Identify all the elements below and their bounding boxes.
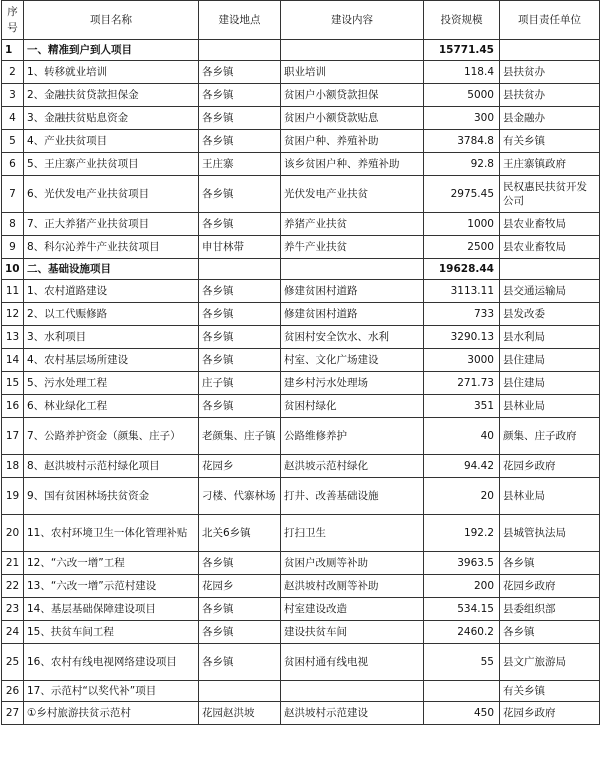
cell-unit: 县农业畜牧局 — [500, 236, 600, 259]
cell-content: 赵洪坡示范村绿化 — [281, 455, 424, 478]
cell-location — [199, 681, 281, 702]
cell-seq: 5 — [2, 130, 24, 153]
cell-unit: 县农业畜牧局 — [500, 213, 600, 236]
cell-content: 建设扶贫车间 — [281, 621, 424, 644]
cell-content: 养牛产业扶贫 — [281, 236, 424, 259]
cell-name: ①乡村旅游扶贫示范村 — [24, 702, 199, 725]
cell-name: 14、基层基础保障建设项目 — [24, 598, 199, 621]
section-row — [2, 259, 600, 280]
cell-seq: 25 — [2, 644, 24, 681]
cell-content: 养猪产业扶贫 — [281, 213, 424, 236]
cell-scale: 192.2 — [424, 515, 500, 552]
table-header-row — [2, 1, 600, 40]
cell-unit: 县住建局 — [500, 349, 600, 372]
cell-name: 5、王庄寨产业扶贫项目 — [24, 153, 199, 176]
cell-location: 各乡镇 — [199, 213, 281, 236]
cell-scale: 3113.11 — [424, 280, 500, 303]
cell-scale: 5000 — [424, 84, 500, 107]
cell-location: 王庄寨 — [199, 153, 281, 176]
table-row — [2, 372, 600, 395]
cell-location: 各乡镇 — [199, 280, 281, 303]
cell-name: 9、国有贫困林场扶贫资金 — [24, 478, 199, 515]
cell-content: 建乡村污水处理场 — [281, 372, 424, 395]
cell-location — [199, 40, 281, 61]
project-table — [1, 0, 600, 725]
cell-content — [281, 681, 424, 702]
cell-location: 花园乡 — [199, 575, 281, 598]
cell-content: 贫困村绿化 — [281, 395, 424, 418]
cell-unit: 颜集、庄子政府 — [500, 418, 600, 455]
cell-name: 12、“六改一增”工程 — [24, 552, 199, 575]
cell-content: 职业培训 — [281, 61, 424, 84]
cell-seq: 16 — [2, 395, 24, 418]
cell-seq: 18 — [2, 455, 24, 478]
cell-content: 贫困户小额贷款担保 — [281, 84, 424, 107]
cell-content: 贫困户小额贷款贴息 — [281, 107, 424, 130]
cell-scale: 534.15 — [424, 598, 500, 621]
table-row — [2, 84, 600, 107]
cell-name: 6、光伏发电产业扶贫项目 — [24, 176, 199, 213]
cell-location: 各乡镇 — [199, 349, 281, 372]
cell-seq: 17 — [2, 418, 24, 455]
cell-seq: 15 — [2, 372, 24, 395]
cell-scale: 40 — [424, 418, 500, 455]
header-seq: 序号 — [2, 1, 24, 40]
cell-location: 各乡镇 — [199, 621, 281, 644]
cell-content: 贫困户种、养殖补助 — [281, 130, 424, 153]
cell-unit — [500, 40, 600, 61]
cell-scale: 450 — [424, 702, 500, 725]
cell-unit: 有关乡镇 — [500, 130, 600, 153]
cell-name: 3、金融扶贫贴息资金 — [24, 107, 199, 130]
cell-scale: 20 — [424, 478, 500, 515]
table-body — [2, 40, 600, 725]
table-row — [2, 681, 600, 702]
cell-name: 2、金融扶贫贷款担保金 — [24, 84, 199, 107]
cell-name: 13、“六改一增”示范村建设 — [24, 575, 199, 598]
cell-content: 打井、改善基础设施 — [281, 478, 424, 515]
cell-scale: 733 — [424, 303, 500, 326]
cell-scale: 94.42 — [424, 455, 500, 478]
section-row — [2, 40, 600, 61]
cell-seq: 23 — [2, 598, 24, 621]
cell-seq: 14 — [2, 349, 24, 372]
cell-location: 各乡镇 — [199, 395, 281, 418]
table-row — [2, 303, 600, 326]
cell-content: 贫困村安全饮水、水利 — [281, 326, 424, 349]
cell-location: 各乡镇 — [199, 303, 281, 326]
cell-unit: 县文广旅游局 — [500, 644, 600, 681]
cell-location: 各乡镇 — [199, 598, 281, 621]
table-row — [2, 280, 600, 303]
cell-unit: 各乡镇 — [500, 621, 600, 644]
cell-content: 赵洪坡村改厕等补助 — [281, 575, 424, 598]
cell-seq: 12 — [2, 303, 24, 326]
cell-seq: 1 — [2, 40, 24, 61]
cell-unit: 王庄寨镇政府 — [500, 153, 600, 176]
cell-unit: 县林业局 — [500, 395, 600, 418]
cell-scale: 92.8 — [424, 153, 500, 176]
cell-location: 各乡镇 — [199, 130, 281, 153]
cell-location — [199, 259, 281, 280]
cell-scale: 3000 — [424, 349, 500, 372]
cell-name: 1、转移就业培训 — [24, 61, 199, 84]
cell-scale: 2500 — [424, 236, 500, 259]
cell-unit: 县水利局 — [500, 326, 600, 349]
cell-name: 2、以工代赈修路 — [24, 303, 199, 326]
cell-name: 6、林业绿化工程 — [24, 395, 199, 418]
cell-location: 北关6乡镇 — [199, 515, 281, 552]
cell-seq: 26 — [2, 681, 24, 702]
table-row — [2, 644, 600, 681]
cell-name: 7、正大养猪产业扶贫项目 — [24, 213, 199, 236]
cell-scale: 2975.45 — [424, 176, 500, 213]
cell-unit: 县发改委 — [500, 303, 600, 326]
table-row — [2, 515, 600, 552]
cell-scale: 1000 — [424, 213, 500, 236]
cell-content: 修建贫困村道路 — [281, 303, 424, 326]
table-row — [2, 236, 600, 259]
cell-location: 庄子镇 — [199, 372, 281, 395]
cell-name: 8、赵洪坡村示范村绿化项目 — [24, 455, 199, 478]
cell-content: 赵洪坡村示范建设 — [281, 702, 424, 725]
cell-content: 打扫卫生 — [281, 515, 424, 552]
cell-scale: 200 — [424, 575, 500, 598]
cell-unit: 县城管执法局 — [500, 515, 600, 552]
cell-scale: 2460.2 — [424, 621, 500, 644]
cell-unit: 县扶贫办 — [500, 61, 600, 84]
cell-location: 花园乡 — [199, 455, 281, 478]
cell-location: 各乡镇 — [199, 176, 281, 213]
cell-location: 老颜集、庄子镇 — [199, 418, 281, 455]
cell-unit: 县住建局 — [500, 372, 600, 395]
cell-scale: 15771.45 — [424, 40, 500, 61]
table-row — [2, 702, 600, 725]
cell-name: 二、基础设施项目 — [24, 259, 199, 280]
cell-scale: 3963.5 — [424, 552, 500, 575]
cell-location: 各乡镇 — [199, 84, 281, 107]
cell-unit: 花园乡政府 — [500, 702, 600, 725]
table-row — [2, 130, 600, 153]
table-row — [2, 575, 600, 598]
cell-scale: 19628.44 — [424, 259, 500, 280]
cell-seq: 11 — [2, 280, 24, 303]
cell-location: 申甘林带 — [199, 236, 281, 259]
table-row — [2, 107, 600, 130]
cell-location: 各乡镇 — [199, 326, 281, 349]
cell-name: 一、精准到户到人项目 — [24, 40, 199, 61]
cell-content — [281, 259, 424, 280]
cell-name: 4、产业扶贫项目 — [24, 130, 199, 153]
cell-name: 8、科尔沁养牛产业扶贫项目 — [24, 236, 199, 259]
table-row — [2, 478, 600, 515]
cell-unit: 县金融办 — [500, 107, 600, 130]
cell-seq: 2 — [2, 61, 24, 84]
header-location: 建设地点 — [199, 1, 281, 40]
cell-name: 1、农村道路建设 — [24, 280, 199, 303]
cell-content: 该乡贫困户种、养殖补助 — [281, 153, 424, 176]
header-content: 建设内容 — [281, 1, 424, 40]
header-name: 项目名称 — [24, 1, 199, 40]
cell-unit: 民权惠民扶贫开发公司 — [500, 176, 600, 213]
cell-name: 3、水利项目 — [24, 326, 199, 349]
cell-location: 各乡镇 — [199, 61, 281, 84]
cell-unit — [500, 259, 600, 280]
table-row — [2, 326, 600, 349]
table-row — [2, 598, 600, 621]
cell-scale — [424, 681, 500, 702]
cell-seq: 7 — [2, 176, 24, 213]
cell-unit: 县扶贫办 — [500, 84, 600, 107]
cell-content: 公路维修养护 — [281, 418, 424, 455]
table-row — [2, 61, 600, 84]
table-row — [2, 418, 600, 455]
cell-content: 村室建设改造 — [281, 598, 424, 621]
cell-seq: 6 — [2, 153, 24, 176]
cell-seq: 27 — [2, 702, 24, 725]
cell-name: 11、农村环境卫生一体化管理补贴 — [24, 515, 199, 552]
cell-content: 贫困户改厕等补助 — [281, 552, 424, 575]
cell-content — [281, 40, 424, 61]
cell-scale: 55 — [424, 644, 500, 681]
cell-name: 7、公路养护资金（颜集、庄子） — [24, 418, 199, 455]
cell-seq: 10 — [2, 259, 24, 280]
cell-scale: 118.4 — [424, 61, 500, 84]
table-row — [2, 455, 600, 478]
cell-seq: 3 — [2, 84, 24, 107]
cell-unit: 有关乡镇 — [500, 681, 600, 702]
cell-scale: 271.73 — [424, 372, 500, 395]
table-row — [2, 621, 600, 644]
cell-location: 各乡镇 — [199, 644, 281, 681]
cell-scale: 3290.13 — [424, 326, 500, 349]
table-row — [2, 395, 600, 418]
cell-unit: 花园乡政府 — [500, 455, 600, 478]
cell-name: 5、污水处理工程 — [24, 372, 199, 395]
cell-location: 各乡镇 — [199, 552, 281, 575]
header-scale: 投资规模 — [424, 1, 500, 40]
cell-unit: 县交通运输局 — [500, 280, 600, 303]
table-row — [2, 213, 600, 236]
cell-scale: 3784.8 — [424, 130, 500, 153]
cell-seq: 21 — [2, 552, 24, 575]
cell-location: 刁楼、代寨林场 — [199, 478, 281, 515]
cell-content: 光伏发电产业扶贫 — [281, 176, 424, 213]
cell-seq: 22 — [2, 575, 24, 598]
cell-seq: 20 — [2, 515, 24, 552]
cell-name: 17、示范村“以奖代补”项目 — [24, 681, 199, 702]
cell-location: 各乡镇 — [199, 107, 281, 130]
cell-scale: 351 — [424, 395, 500, 418]
header-unit: 项目责任单位 — [500, 1, 600, 40]
cell-unit: 县林业局 — [500, 478, 600, 515]
table-row — [2, 552, 600, 575]
cell-scale: 300 — [424, 107, 500, 130]
cell-seq: 13 — [2, 326, 24, 349]
table-row — [2, 176, 600, 213]
cell-unit: 花园乡政府 — [500, 575, 600, 598]
cell-location: 花园赵洪坡 — [199, 702, 281, 725]
table-row — [2, 153, 600, 176]
cell-seq: 19 — [2, 478, 24, 515]
cell-unit: 县委组织部 — [500, 598, 600, 621]
cell-seq: 4 — [2, 107, 24, 130]
cell-name: 15、扶贫车间工程 — [24, 621, 199, 644]
cell-content: 修建贫困村道路 — [281, 280, 424, 303]
cell-seq: 9 — [2, 236, 24, 259]
cell-unit: 各乡镇 — [500, 552, 600, 575]
cell-name: 4、农村基层场所建设 — [24, 349, 199, 372]
cell-name: 16、农村有线电视网络建设项目 — [24, 644, 199, 681]
cell-seq: 8 — [2, 213, 24, 236]
cell-content: 贫困村通有线电视 — [281, 644, 424, 681]
cell-seq: 24 — [2, 621, 24, 644]
cell-content: 村室、文化广场建设 — [281, 349, 424, 372]
table-row — [2, 349, 600, 372]
